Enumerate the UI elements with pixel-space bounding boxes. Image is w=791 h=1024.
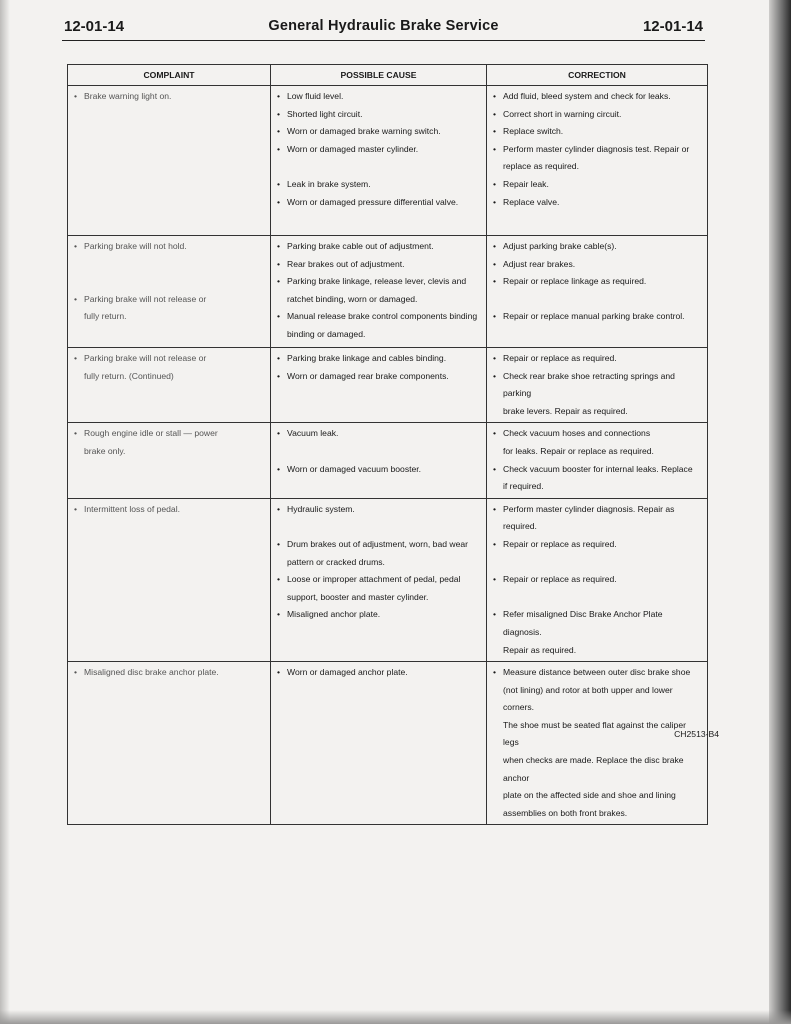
page-number-left: 12-01-14 bbox=[64, 18, 125, 35]
complaint-item: • Parking brake will not release or bbox=[74, 350, 266, 368]
correction-item-continued: when checks are made. Replace the disc brake anchor bbox=[503, 755, 684, 783]
correction-cell bbox=[487, 498, 708, 661]
cause-cell bbox=[271, 662, 487, 825]
cause-item: • Leak in brake system. bbox=[277, 176, 482, 194]
complaint-item: • Intermittent loss of pedal. bbox=[74, 501, 266, 519]
column-header-complaint: COMPLAINT bbox=[68, 65, 271, 86]
table-row bbox=[68, 236, 708, 348]
complaint-item-continued: fully return. bbox=[84, 311, 127, 322]
table-row bbox=[68, 86, 708, 236]
cause-item: • Manual release brake control components binding bbox=[277, 308, 482, 326]
correction-item: • Check vacuum hoses and connections bbox=[493, 425, 703, 443]
correction-cell bbox=[487, 662, 708, 825]
cause-item: • Rear brakes out of adjustment. bbox=[277, 256, 482, 274]
table-row bbox=[68, 662, 708, 825]
cause-item: • Low fluid level. bbox=[277, 88, 482, 106]
correction-item: • Add fluid, bleed system and check for leaks. bbox=[493, 88, 703, 106]
cause-item-continued: support, booster and master cylinder. bbox=[287, 591, 429, 602]
correction-item: • Replace valve. bbox=[493, 194, 703, 212]
correction-item: • Repair or replace linkage as required. bbox=[493, 273, 703, 291]
cause-item: • Worn or damaged pressure differential valve. bbox=[277, 194, 482, 212]
complaint-item: • Parking brake will not hold. bbox=[74, 238, 266, 256]
table-row bbox=[68, 423, 708, 498]
correction-item: • Measure distance between outer disc brake shoe bbox=[493, 664, 703, 682]
cause-item: • Drum brakes out of adjustment, worn, bad wear bbox=[277, 536, 482, 554]
cause-cell bbox=[271, 348, 487, 423]
complaint-item: • Rough engine idle or stall — power bbox=[74, 425, 266, 443]
cause-item: • Vacuum leak. bbox=[277, 425, 482, 443]
correction-item: • Repair leak. bbox=[493, 176, 703, 194]
correction-item: • Perform master cylinder diagnosis test. Repair or bbox=[493, 141, 703, 159]
bottom-edge-shadow bbox=[0, 1010, 791, 1024]
column-header-correction: CORRECTION bbox=[487, 65, 708, 86]
cause-item: • Parking brake linkage and cables binding. bbox=[277, 350, 482, 368]
cause-item-continued: pattern or cracked drums. bbox=[287, 556, 385, 567]
correction-item-continued: required. bbox=[503, 521, 537, 532]
complaint-cell bbox=[68, 86, 271, 236]
page-edge-shadow bbox=[769, 0, 791, 1024]
correction-item: • Repair or replace as required. bbox=[493, 571, 703, 589]
page-title: General Hydraulic Brake Service bbox=[268, 18, 499, 34]
page-number-right: 12-01-14 bbox=[642, 18, 703, 35]
correction-item: • Adjust parking brake cable(s). bbox=[493, 238, 703, 256]
correction-item-continued: if required. bbox=[503, 481, 544, 492]
correction-item: • Repair or replace as required. bbox=[493, 536, 703, 554]
correction-item: • Refer misaligned Disc Brake Anchor Plate diagnosis. bbox=[493, 606, 703, 641]
page-header bbox=[62, 16, 705, 41]
correction-item: • Repair or replace as required. bbox=[493, 350, 703, 368]
cause-item: • Parking brake cable out of adjustment. bbox=[277, 238, 482, 256]
complaint-item-continued: fully return. (Continued) bbox=[84, 370, 174, 381]
correction-cell bbox=[487, 423, 708, 498]
table-row bbox=[68, 348, 708, 423]
correction-item: • Replace switch. bbox=[493, 123, 703, 141]
correction-item-continued: plate on the affected side and shoe and lining bbox=[503, 790, 676, 801]
complaint-cell bbox=[68, 662, 271, 825]
cause-item: • Shorted light circuit. bbox=[277, 106, 482, 124]
table-row bbox=[68, 498, 708, 661]
correction-cell bbox=[487, 86, 708, 236]
cause-cell bbox=[271, 423, 487, 498]
binding-shadow bbox=[0, 0, 10, 1024]
cause-item: • Worn or damaged vacuum booster. bbox=[277, 461, 482, 479]
cause-item: • Loose or improper attachment of pedal, pedal bbox=[277, 571, 482, 589]
correction-item-continued: Repair as required. bbox=[503, 644, 577, 655]
correction-item-continued: replace as required. bbox=[503, 161, 579, 172]
complaint-item: • Brake warning light on. bbox=[74, 88, 266, 106]
correction-item-continued: for leaks. Repair or replace as required. bbox=[503, 445, 654, 456]
cause-item: • Worn or damaged master cylinder. bbox=[277, 141, 482, 159]
complaint-cell bbox=[68, 498, 271, 661]
correction-cell bbox=[487, 348, 708, 423]
cause-cell bbox=[271, 236, 487, 348]
correction-item: • Perform master cylinder diagnosis. Repair as bbox=[493, 501, 703, 519]
complaint-cell bbox=[68, 236, 271, 348]
correction-item: • Repair or replace manual parking brake control. bbox=[493, 308, 703, 326]
correction-item: • Correct short in warning circuit. bbox=[493, 106, 703, 124]
cause-item: • Parking brake linkage, release lever, clevis and bbox=[277, 273, 482, 291]
correction-item-continued: (not lining) and rotor at both upper and lower corners. bbox=[503, 684, 673, 713]
cause-item-continued: ratchet binding, worn or damaged. bbox=[287, 293, 418, 304]
complaint-cell bbox=[68, 348, 271, 423]
cause-cell bbox=[271, 498, 487, 661]
cause-item: • Worn or damaged rear brake components. bbox=[277, 368, 482, 386]
cause-item-continued: binding or damaged. bbox=[287, 328, 366, 339]
correction-cell bbox=[487, 236, 708, 348]
correction-item: • Adjust rear brakes. bbox=[493, 256, 703, 274]
correction-item: • Check rear brake shoe retracting springs and parking bbox=[493, 368, 703, 403]
cause-item: • Worn or damaged anchor plate. bbox=[277, 664, 482, 682]
correction-item-continued: assemblies on both front brakes. bbox=[503, 807, 628, 818]
correction-item-continued: brake levers. Repair as required. bbox=[503, 405, 628, 416]
cause-item: • Worn or damaged brake warning switch. bbox=[277, 123, 482, 141]
correction-item: • Check vacuum booster for internal leaks. Replace bbox=[493, 461, 703, 479]
correction-item-continued: The shoe must be seated flat against the caliper legs bbox=[503, 719, 686, 748]
column-header-possible-cause: POSSIBLE CAUSE bbox=[271, 65, 487, 86]
diagnosis-table bbox=[67, 64, 708, 825]
cause-item: • Hydraulic system. bbox=[277, 501, 482, 519]
complaint-item: • Parking brake will not release or bbox=[74, 291, 266, 309]
figure-reference: CH2513-B4 bbox=[674, 729, 719, 739]
complaint-item-continued: brake only. bbox=[84, 445, 126, 456]
cause-cell bbox=[271, 86, 487, 236]
cause-item: • Misaligned anchor plate. bbox=[277, 606, 482, 624]
complaint-item: • Misaligned disc brake anchor plate. bbox=[74, 664, 266, 682]
complaint-cell bbox=[68, 423, 271, 498]
table-header-row bbox=[68, 65, 708, 86]
